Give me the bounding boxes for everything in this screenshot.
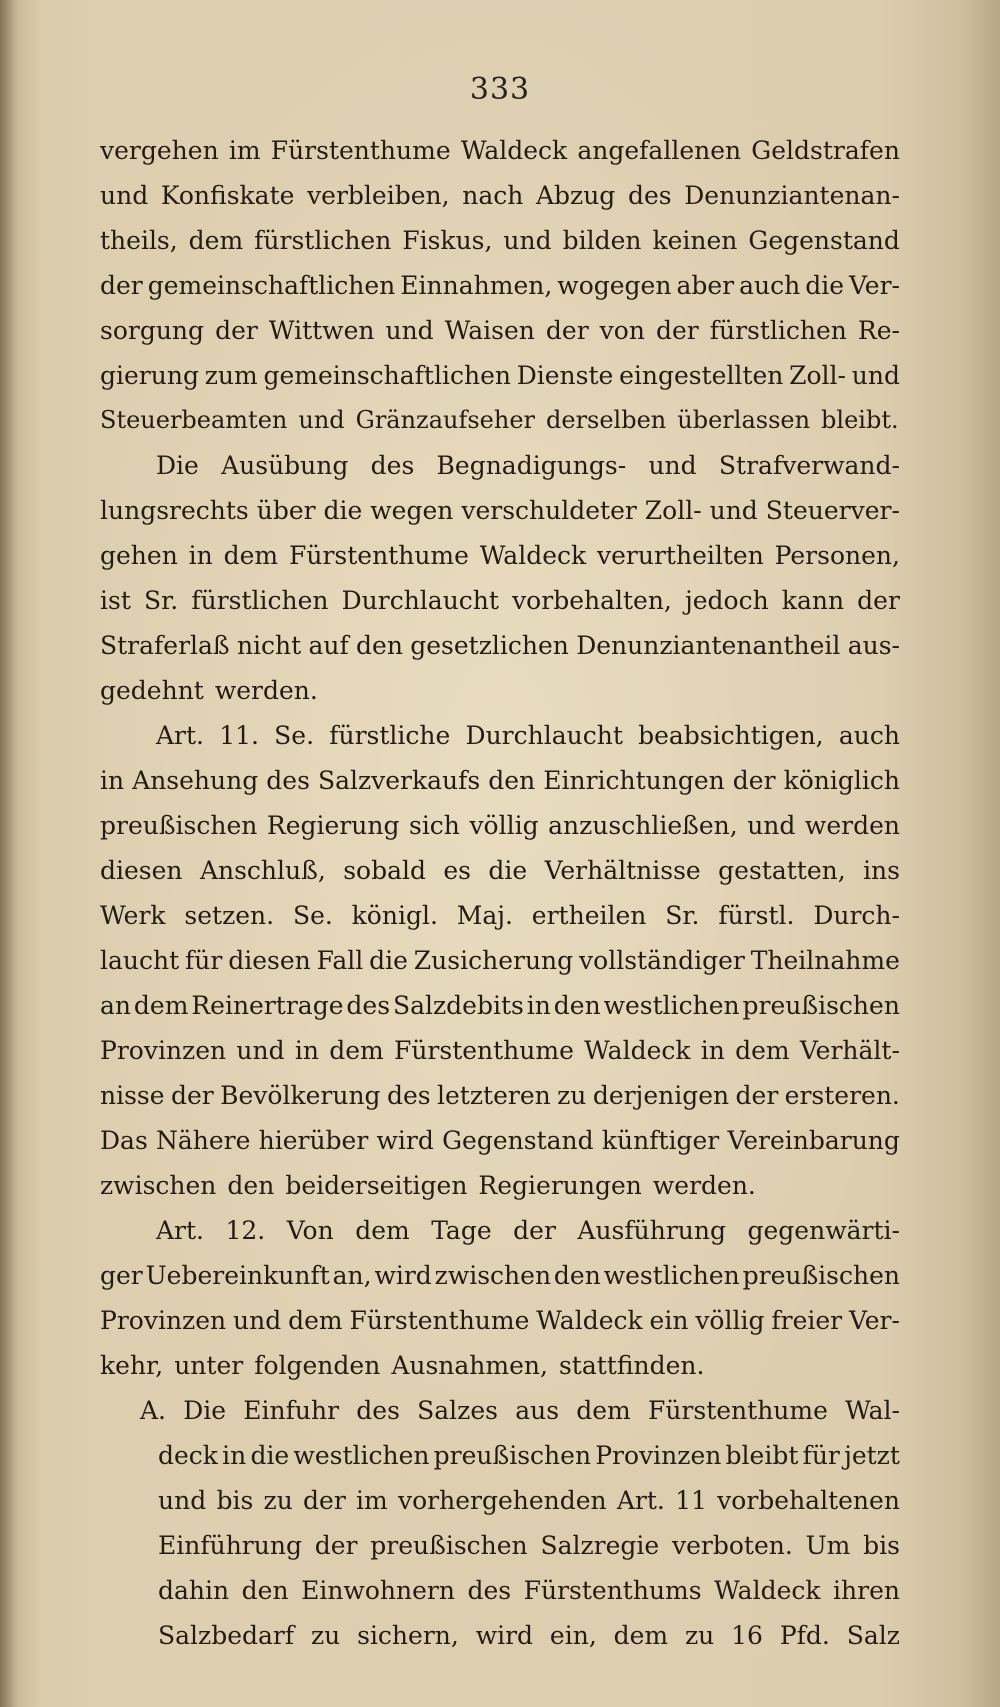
word: in (294, 1036, 319, 1065)
word: über (256, 496, 316, 525)
page-number: 333 (469, 72, 531, 107)
word: Ver- (848, 1306, 900, 1335)
word: Se. (292, 901, 333, 930)
text-line (100, 398, 900, 443)
word: Se. (274, 721, 315, 750)
word: Fürstenthume (393, 1036, 574, 1065)
word: Waldeck (460, 136, 568, 165)
word: den (553, 1261, 601, 1290)
word: der (100, 271, 143, 300)
word: dahin (158, 1576, 230, 1605)
word: sich (408, 811, 460, 840)
word: werden. (214, 676, 318, 705)
text-line (100, 308, 900, 353)
word: Vereinbarung (727, 1126, 900, 1155)
word: gestatten, (718, 856, 846, 885)
word: Begnadigungs- (436, 451, 627, 480)
word: Konfiskate (160, 181, 295, 210)
word: westlichen (603, 991, 740, 1020)
text-line (100, 218, 900, 263)
word: Fürstenthume (289, 541, 469, 570)
word: und (158, 1486, 207, 1515)
word: Einrichtungen (543, 766, 725, 795)
word: ins (863, 856, 900, 885)
word: Dienste (516, 361, 614, 390)
word: Theilnahme (750, 946, 900, 975)
word: und (503, 226, 552, 255)
text-line (100, 1478, 900, 1523)
word: Tage (431, 1216, 492, 1245)
word: Fürstenthums (523, 1576, 702, 1605)
word: lungsrechts (100, 496, 249, 525)
text-line (100, 1298, 900, 1343)
word: fürstlichen (709, 316, 847, 345)
word: Ausübung (221, 451, 349, 480)
word: auf (308, 631, 349, 660)
word: derjenigen (592, 1081, 730, 1110)
word: Waldeck (584, 1036, 691, 1065)
word: gesetzlichen (410, 631, 569, 660)
word: Art. (616, 1486, 665, 1515)
word: Denunziantenantheil (576, 631, 841, 660)
word: Gegenstand (442, 1126, 594, 1155)
word: zu (685, 1621, 715, 1650)
word: verbleiben, (307, 181, 450, 210)
word: gehen (100, 541, 178, 570)
word: fürstliche (329, 721, 451, 750)
word: bleibt (725, 1441, 799, 1470)
word: der (545, 316, 589, 345)
page-binding-shadow (0, 0, 18, 1707)
word: in (526, 991, 551, 1020)
word: für (185, 946, 223, 975)
text-line (100, 1118, 900, 1163)
word: Nähere (155, 1126, 251, 1155)
word: dem (735, 1036, 790, 1065)
word: folgenden (254, 1351, 381, 1380)
word: freier (771, 1306, 843, 1335)
word: Wal- (845, 1396, 900, 1425)
text-line (100, 173, 900, 218)
word: aus- (847, 631, 900, 660)
word: werden. (652, 1171, 756, 1200)
word: laucht (100, 946, 180, 975)
word: im (356, 1486, 388, 1515)
word: in (700, 1036, 725, 1065)
word: verschuldeter (461, 496, 637, 525)
word: auch (739, 271, 801, 300)
text-line (100, 668, 900, 713)
text-line (100, 713, 900, 758)
word: des (627, 181, 672, 210)
word: Wittwen (268, 316, 375, 345)
word: dem (188, 226, 244, 255)
word: und (648, 451, 697, 480)
word: Art. (156, 721, 204, 750)
word: sobald (343, 856, 426, 885)
word: die (488, 856, 528, 885)
word: Einführung (158, 1531, 302, 1560)
word: Salzverkaufs (317, 766, 481, 795)
word: gedehnt (100, 676, 204, 705)
word: Pfd. (779, 1621, 830, 1650)
word: wird (376, 1126, 434, 1155)
text-line (100, 263, 900, 308)
word: wird (475, 1621, 534, 1650)
word: preußischen (370, 1531, 528, 1560)
word: Fürstenthume (270, 136, 451, 165)
word: diesen (228, 946, 311, 975)
word: Re- (857, 316, 900, 345)
text-line (100, 1343, 900, 1388)
word: Bevölkerung (220, 1081, 381, 1110)
text-line (100, 1388, 900, 1433)
word: Gränzaufseher (355, 406, 535, 434)
text-line (100, 533, 900, 578)
word: Straferlaß (100, 631, 230, 660)
word: Waldeck (714, 1576, 821, 1605)
word: des (266, 766, 310, 795)
text-line (100, 758, 900, 803)
word: und (747, 811, 796, 840)
word: und (385, 316, 434, 345)
word: Um (805, 1531, 851, 1560)
word: stattfinden. (558, 1351, 705, 1380)
word: fürstl. (718, 901, 795, 930)
word: dem (576, 1396, 631, 1425)
word: der (303, 1486, 346, 1515)
word: künftiger (601, 1126, 720, 1155)
text-line (100, 1433, 900, 1478)
word: bis (863, 1531, 900, 1560)
text-line (100, 488, 900, 533)
word: wird (374, 1261, 432, 1290)
word: setzen. (184, 901, 275, 930)
word: Fürstenthume (647, 1396, 828, 1425)
text-line (100, 1523, 900, 1568)
word: Salzbedarf (158, 1621, 295, 1650)
text-line (100, 1613, 900, 1658)
word: zum (204, 361, 258, 390)
word: den (488, 766, 536, 795)
word: 12. (225, 1216, 266, 1245)
word: den (356, 631, 403, 660)
word: verurtheilten (597, 541, 764, 570)
word: beabsichtigen, (638, 721, 824, 750)
word: gemeinschaftlichen (147, 271, 396, 300)
word: Regierung (266, 811, 400, 840)
word: zwischen (100, 1171, 217, 1200)
word: ein (649, 1306, 689, 1335)
word: Ausnahmen, (391, 1351, 548, 1380)
word: 11 (675, 1486, 707, 1515)
word: Geldstrafen (751, 136, 900, 165)
word: hierüber (258, 1126, 369, 1155)
word: Verhält- (799, 1036, 900, 1065)
word: Steuerver- (765, 496, 900, 525)
word: Ansehung (132, 766, 259, 795)
word: Zusicherung (413, 946, 574, 975)
word: Regierungen (478, 1171, 642, 1200)
word: und (298, 406, 345, 434)
word: Salzes (417, 1396, 498, 1425)
word: königl. (351, 901, 438, 930)
word: auch (838, 721, 900, 750)
word: der (513, 1216, 556, 1245)
word: der (314, 1531, 358, 1560)
word: Durch- (813, 901, 900, 930)
word: Denunziantenan- (684, 181, 900, 210)
word: fürstlichen (254, 226, 392, 255)
word: nisse (100, 1081, 165, 1110)
word: und (236, 1036, 285, 1065)
word: vollständiger (579, 946, 745, 975)
word: aber (676, 271, 735, 300)
word: dem (133, 991, 189, 1020)
word: beiderseitigen (285, 1171, 468, 1200)
word: und (100, 181, 149, 210)
word: Die (183, 1396, 227, 1425)
word: vorbehalten, (512, 586, 672, 615)
word: Zoll- (789, 361, 846, 390)
word: diesen (100, 856, 183, 885)
word: des (386, 1081, 431, 1110)
text-line (100, 128, 900, 173)
word: Fürstenthume (349, 1306, 530, 1335)
word: preußischen (433, 1441, 592, 1470)
word: jetzt (844, 1441, 900, 1470)
text-line (100, 353, 900, 398)
text-line (100, 1253, 900, 1298)
word: nach (462, 181, 524, 210)
word: 16 (731, 1621, 763, 1650)
word: unter (174, 1351, 244, 1380)
word: gegenwärti- (747, 1216, 900, 1245)
word: Zoll- (644, 496, 702, 525)
word: westlichen (293, 1441, 430, 1470)
word: vorbehaltenen (717, 1486, 900, 1515)
word: Durchlaucht (341, 586, 499, 615)
word: völlig (695, 1306, 765, 1335)
word: dem (329, 1036, 384, 1065)
word: westlichen (603, 1261, 740, 1290)
text-line (100, 983, 900, 1028)
word: Steuerbeamten (100, 406, 288, 434)
word: deck (158, 1441, 218, 1470)
word: in (100, 766, 125, 795)
word: die (250, 1441, 290, 1470)
word: Ausführung (577, 1216, 726, 1245)
word: vergehen (100, 136, 219, 165)
word: Provinzen (100, 1036, 227, 1065)
word: der (170, 1081, 214, 1110)
word: königlich (783, 766, 900, 795)
text-line (100, 1163, 900, 1208)
word: ger (100, 1261, 143, 1290)
word: des (370, 451, 415, 480)
word: die (805, 271, 845, 300)
word: sichern, (357, 1621, 459, 1650)
text-line (100, 938, 900, 983)
word: bilden (562, 226, 642, 255)
word: der (655, 316, 699, 345)
word: Von (286, 1216, 334, 1245)
word: Anschluß, (199, 856, 326, 885)
word: vorhergehenden (397, 1486, 607, 1515)
word: Salz (846, 1621, 900, 1650)
word: ertheilen (531, 901, 647, 930)
word: eingestellten (619, 361, 784, 390)
word: werden (804, 811, 900, 840)
word: verboten. (671, 1531, 793, 1560)
word: kann (781, 586, 845, 615)
word: aus (515, 1396, 560, 1425)
word: Ver- (849, 271, 900, 300)
word: die (323, 496, 363, 525)
word: Uebereinkunft (145, 1261, 330, 1290)
word: angefallenen (577, 136, 742, 165)
word: Fall (316, 946, 364, 975)
word: Sr. (143, 586, 179, 615)
word: Werk (100, 901, 166, 930)
word: dem (613, 1621, 669, 1650)
word: bleibt. (821, 406, 899, 434)
word: bis (216, 1486, 254, 1515)
word: Provinzen (100, 1306, 227, 1335)
word: zu (310, 1621, 341, 1650)
word: letzteren (437, 1081, 551, 1110)
word: gemeinschaftlichen (263, 361, 511, 390)
word: in (222, 1441, 247, 1470)
body-text (100, 128, 900, 1658)
word: an (100, 991, 132, 1020)
word: überlassen (677, 406, 811, 434)
word: der (857, 586, 900, 615)
text-line (100, 1028, 900, 1073)
word: zu (263, 1486, 293, 1515)
text-line (100, 623, 900, 668)
word: und (851, 361, 900, 390)
word: es (443, 856, 472, 885)
word: Einnahmen, (400, 271, 553, 300)
word: Reinertrage (191, 991, 344, 1020)
word: und (709, 496, 758, 525)
word: ihren (833, 1576, 900, 1605)
word: in (188, 541, 213, 570)
word: Abzug (535, 181, 616, 210)
word: preußischen (742, 1261, 900, 1290)
word: im (228, 136, 261, 165)
word: des (346, 991, 391, 1020)
word: den (553, 991, 601, 1020)
word: preußischen (100, 811, 258, 840)
word: Personen, (774, 541, 900, 570)
word: Die (156, 451, 199, 480)
word: keinen (652, 226, 738, 255)
word: dem (355, 1216, 410, 1245)
word: für (802, 1441, 840, 1470)
word: 11. (219, 721, 259, 750)
word: ersteren. (784, 1081, 900, 1110)
word: preußischen (742, 991, 900, 1020)
word: Einfuhr (243, 1396, 340, 1425)
word: der (735, 1081, 779, 1110)
text-line (100, 848, 900, 893)
word: Salzdebits (392, 991, 524, 1020)
word: Art. (156, 1216, 204, 1245)
word: und (233, 1306, 282, 1335)
word: A. (140, 1396, 167, 1425)
word: der (732, 766, 776, 795)
word: dem (223, 541, 279, 570)
text-line (100, 1073, 900, 1118)
word: Verhältnisse (544, 856, 701, 885)
word: Fiskus, (402, 226, 493, 255)
word: jedoch (684, 586, 769, 615)
word: Strafverwand- (718, 451, 900, 480)
word: dem (288, 1306, 343, 1335)
word: Durchlaucht (465, 721, 623, 750)
word: Waldeck (536, 1306, 643, 1335)
word: an, (332, 1261, 372, 1290)
word: der (215, 316, 258, 345)
word: ist (100, 586, 131, 615)
text-line (100, 443, 900, 488)
word: theils, (100, 226, 178, 255)
word: Sr. (665, 901, 700, 930)
word: zwischen (434, 1261, 552, 1290)
text-line (100, 893, 900, 938)
word: den (227, 1171, 275, 1200)
word: des (467, 1576, 512, 1605)
word: Provinzen (595, 1441, 722, 1470)
word: völlig (469, 811, 539, 840)
word: die (369, 946, 408, 975)
word: Maj. (456, 901, 513, 930)
word: wogegen (557, 271, 672, 300)
word: kehr, (100, 1351, 164, 1380)
word: wegen (370, 496, 454, 525)
text-line (100, 1568, 900, 1613)
word: nicht (236, 631, 302, 660)
word: ein, (549, 1621, 597, 1650)
word: des (356, 1396, 400, 1425)
word: Gegenstand (748, 226, 900, 255)
word: gierung (100, 361, 199, 390)
word: fürstlichen (191, 586, 329, 615)
word: Salzregie (540, 1531, 660, 1560)
word: anzuschließen, (548, 811, 738, 840)
text-line (100, 1208, 900, 1253)
word: zu (557, 1081, 587, 1110)
word: sorgung (100, 316, 205, 345)
word: derselben (546, 406, 667, 434)
word: von (599, 316, 645, 345)
text-line (100, 803, 900, 848)
word: den (241, 1576, 289, 1605)
word: Waisen (444, 316, 535, 345)
text-line (100, 578, 900, 623)
word: Das (100, 1126, 148, 1155)
word: Einwohnern (301, 1576, 455, 1605)
word: Waldeck (479, 541, 587, 570)
